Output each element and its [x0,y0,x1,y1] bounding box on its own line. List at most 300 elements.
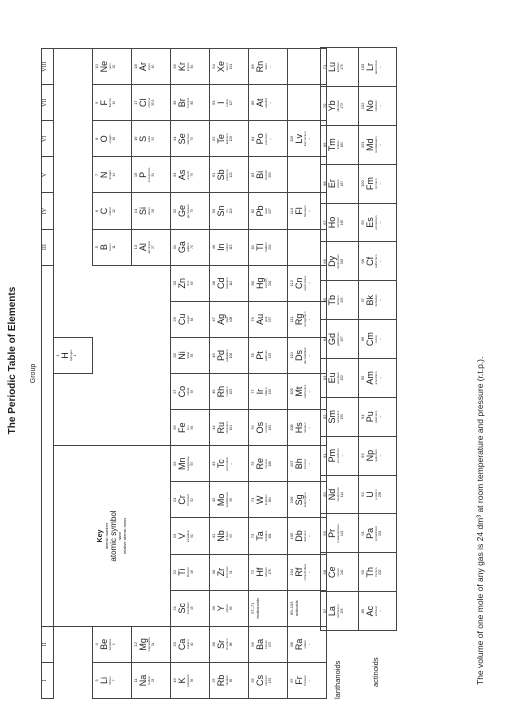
element-name: gallium [186,242,190,252]
atomic-symbol: Mg [138,638,148,651]
empty-cell [54,157,93,193]
element-Xe [210,48,249,84]
element-name: tin [225,209,229,213]
atomic-number: 91 [360,531,365,536]
empty-cell [54,374,93,410]
relative-atomic-mass: 19 [112,100,116,105]
element-name: krypton [186,61,190,72]
element-name: lithium [108,676,112,685]
element-name: mercury [264,278,268,289]
key-title: Key [97,529,104,543]
atomic-number: 99 [360,220,365,225]
element-name: boron [108,243,112,251]
atomic-number: 106 [289,496,294,504]
element-name: rutherfordium [303,563,307,581]
actinoids-label: actinoids [371,657,380,687]
atomic-symbol: Li [99,676,109,684]
atomic-symbol: Ti [177,568,187,576]
relative-atomic-mass: 141 [340,530,344,537]
atomic-number: 90 [360,569,365,575]
atomic-number: 73 [250,533,255,539]
relative-atomic-mass: 9 [112,643,116,646]
atomic-symbol: Cf [365,256,375,266]
atomic-number: 76 [250,425,255,430]
empty-cell [132,301,171,337]
empty-cell [132,410,171,446]
atomic-symbol: Lu [327,62,337,73]
relative-atomic-mass: – [378,377,382,379]
atomic-number: 88 [289,642,294,647]
atomic-symbol: Ho [327,216,337,229]
element-Os [249,410,288,446]
atomic-number: 35 [172,100,177,105]
atomic-number: 102 [360,102,365,110]
empty-cell [132,265,171,301]
relative-atomic-mass: 75 [190,173,194,177]
relative-atomic-mass: 89 [229,606,233,610]
element-H [54,337,93,373]
group-number: V [42,157,54,193]
element-name: rhenium [264,458,268,469]
element-Cu [171,301,210,337]
element-Kr [171,48,210,84]
atomic-number: 49 [211,244,216,250]
group-number: VII [42,85,54,121]
element-Dy [321,242,359,281]
element-Zr [210,554,249,590]
relative-atomic-mass: 167 [340,180,344,187]
relative-atomic-mass: 152 [340,375,344,381]
atomic-number: 9 [94,101,99,104]
element-V [171,518,210,554]
atomic-symbol: F [99,99,109,106]
element-name: seaborgium [303,492,307,508]
element-Fm [359,164,397,203]
element-name: actinium [374,605,378,617]
relative-atomic-mass: 12 [112,209,116,213]
relative-atomic-mass: 55 [190,462,194,466]
element-name: astatine [264,97,268,108]
element-Ru [210,410,249,446]
relative-atomic-mass: 65 [190,281,194,286]
element-name: bromine [186,97,190,108]
element-name: samarium [336,410,340,423]
atomic-number: 8 [94,137,99,140]
element-Sm [321,397,359,436]
atomic-symbol: S [138,135,148,142]
empty-cell [93,337,132,373]
atomic-number: 52 [211,136,216,142]
atomic-symbol: P [138,171,148,178]
atomic-symbol: Kr [177,62,187,72]
atomic-number: 85 [250,100,255,105]
relative-atomic-mass: 28 [151,209,155,213]
atomic-number: 56 [250,642,255,647]
atomic-number: 105 [289,532,294,540]
atomic-number: 78 [250,353,255,358]
element-name: barium [264,640,268,649]
atomic-number: 42 [211,497,216,503]
atomic-symbol: Pb [255,205,265,217]
atomic-symbol: Mt [294,386,304,397]
relative-atomic-mass: 14 [112,173,116,177]
relative-atomic-mass: 27 [151,245,155,249]
element-name: carbon [108,206,112,216]
atomic-number: 64 [322,336,327,342]
key-relative-atomic-mass: relative atomic mass [122,517,127,555]
relative-atomic-mass: 184 [268,497,272,503]
atomic-symbol: Te [216,134,226,144]
element-Pa [359,514,397,553]
atomic-number: 29 [172,317,177,322]
relative-atomic-mass: 11 [112,245,116,249]
atomic-number: 53 [211,100,216,105]
element-name: dysprosium [336,254,340,269]
element-name: thorium [374,567,378,577]
element-name: mendelevium [374,136,378,154]
element-name: plutonium [374,410,378,423]
relative-atomic-mass: 20 [112,64,116,69]
relative-atomic-mass: – [307,499,311,501]
relative-atomic-mass: 59 [190,389,194,394]
element-name: chromium [186,493,190,507]
element-name: flerovium [303,205,307,217]
element-In [210,229,249,265]
element-Ge [171,193,210,229]
atomic-number: 57 [322,608,327,614]
atomic-symbol: Pr [327,528,337,538]
element-Mg [132,626,171,662]
element-name: gold [264,316,268,322]
element-name: thulium [336,140,340,150]
atomic-symbol: La [327,606,337,617]
element-Bk [359,281,397,320]
atomic-number: 48 [211,281,216,286]
atomic-number: 83 [250,172,255,178]
relative-atomic-mass: – [378,66,382,68]
element-Ac [359,592,397,631]
atomic-symbol: Cs [255,674,265,686]
element-name: nickel [186,351,190,360]
relative-atomic-mass: 52 [190,498,194,502]
atomic-number: 47 [211,317,216,322]
atomic-number: 103 [360,63,365,71]
relative-atomic-mass: 64 [190,317,194,322]
atomic-symbol: Er [327,179,337,189]
atomic-symbol: O [99,135,109,143]
group-number: VI [42,121,54,157]
atomic-symbol: C [99,207,109,215]
atomic-symbol: Bi [255,170,265,179]
element-name: indium [225,243,229,252]
atomic-symbol: Pm [327,448,337,463]
atomic-number: 34 [172,136,177,142]
element-name: bismuth [264,170,268,180]
atomic-number: 18 [133,64,138,69]
atomic-number: 22 [172,569,177,575]
atomic-number: 80 [250,281,255,286]
atomic-symbol: Dy [327,255,337,267]
relative-atomic-mass: – [378,299,382,302]
element-Sb [210,157,249,193]
element-Sn [210,193,249,229]
element-name: palladium [225,349,229,362]
element-name: niobium [225,531,229,541]
element-Yb [321,86,359,125]
relative-atomic-mass: 7 [112,679,116,682]
relative-atomic-mass: 59 [190,353,194,358]
empty-cell [54,85,93,121]
atomic-symbol: Y [216,605,226,612]
element-name: tungsten [264,494,268,506]
key-atomic-symbol: atomic symbol [109,510,118,562]
element-name: nitrogen [108,169,112,180]
element-name: meitnerium [303,384,307,399]
atomic-number: 55 [250,678,255,683]
element-name: selenium [186,133,190,145]
atomic-symbol: Th [365,566,375,578]
relative-atomic-mass: 144 [340,491,344,498]
relative-atomic-mass: 24 [151,642,155,647]
atomic-symbol: As [177,169,187,181]
relative-atomic-mass: – [307,210,311,212]
atomic-symbol: Rh [216,385,226,398]
atomic-number: 33 [172,172,177,178]
element-name: technetium [225,456,229,471]
element-K [171,662,210,698]
relative-atomic-mass: – [268,101,272,104]
relative-atomic-mass: 119 [229,208,233,214]
relative-atomic-mass: 159 [340,297,344,303]
atomic-symbol: Yb [327,100,337,112]
relative-atomic-mass: 128 [229,136,233,142]
element-name: darmstadtium [303,346,307,364]
atomic-number: 5 [94,246,99,249]
atomic-symbol: Ni [177,351,187,360]
atomic-number: 58 [322,569,327,575]
relative-atomic-mass: – [378,610,382,612]
relative-atomic-mass: 127 [229,100,233,106]
atomic-symbol: Cn [294,277,304,289]
element-Tb [321,281,359,320]
atomic-symbol: Pd [216,349,226,361]
element-Se [171,121,210,157]
atomic-number: 4 [94,643,99,646]
atomic-number: 45 [211,389,216,394]
element-Fr [288,662,327,698]
element-name: curium [374,334,378,344]
atomic-symbol: Ru [216,421,226,434]
atomic-symbol: Tl [255,243,265,251]
element-name: einsteinium [374,215,378,230]
relative-atomic-mass: 35.5 [151,99,155,106]
element-N [93,157,132,193]
atomic-number: 93 [360,453,365,458]
atomic-number: 79 [250,317,255,322]
element-name: radium [303,640,307,649]
element-name: roentgenium [303,311,307,328]
element-Lu [321,48,359,87]
relative-atomic-mass: 31 [151,173,155,177]
lanthanoids-row [321,48,359,631]
atomic-number: 63 [322,375,327,381]
element-name: caesium [264,675,268,686]
relative-atomic-mass: 186 [268,461,272,467]
atomic-number: 71 [322,64,327,70]
element-name: arsenic [186,170,190,180]
atomic-symbol: In [216,243,226,251]
relative-atomic-mass: 101 [229,425,233,431]
atomic-number: 74 [250,497,255,503]
relative-atomic-mass: – [378,454,382,457]
atomic-number: 109 [289,388,294,395]
element-name: praseodymium [336,524,340,543]
element-Am [359,358,397,397]
element-Pu [359,397,397,436]
relative-atomic-mass: 181 [268,533,272,539]
relative-atomic-mass: 96 [229,498,233,502]
atomic-number: 77 [250,389,255,394]
element-Au [249,301,288,337]
element-Mn [171,446,210,482]
element-Cs [249,662,288,698]
empty-cell [54,662,93,698]
element-name: fluorine [108,98,112,108]
atomic-number: 1 [55,354,60,357]
atomic-symbol: Rn [255,60,265,73]
relative-atomic-mass: – [307,282,311,285]
atomic-symbol: Ge [177,205,187,218]
atomic-number: 59 [322,531,327,536]
element-Rb [210,662,249,698]
relative-atomic-mass: – [378,260,382,263]
element-Ti [171,554,210,590]
group-number: III [42,229,54,265]
atomic-symbol: Au [255,313,265,325]
relative-atomic-mass: 173 [340,103,344,109]
element-Re [249,446,288,482]
group-number: I [42,662,54,698]
empty-cell [54,229,93,265]
element-name: lanthanum [336,604,340,618]
element-Ta [249,518,288,554]
element-Th [359,553,397,592]
atomic-number: 17 [133,100,138,105]
element-name: protactinium [374,525,378,541]
element-Bi [249,157,288,193]
relative-atomic-mass: – [229,462,233,465]
element-Hg [249,265,288,301]
atomic-number: 82 [250,208,255,214]
element-Pm [321,436,359,475]
relative-atomic-mass: 192 [268,388,272,395]
relative-atomic-mass: – [307,426,311,429]
group-number: II [42,626,54,662]
element-O [93,121,132,157]
element-Cd [210,265,249,301]
element-Co [171,374,210,410]
empty-cell [54,301,93,337]
element-Ba [249,626,288,662]
relative-atomic-mass: 88 [229,642,233,647]
element-Ir [249,374,288,410]
atomic-number: 110 [289,352,294,359]
element-name: hafnium [264,567,268,578]
atomic-number: 38 [211,642,216,647]
atomic-symbol: Ds [294,349,304,361]
atomic-symbol: Br [177,98,187,108]
relative-atomic-mass: 175 [340,64,344,70]
element-name: argon [147,62,151,71]
element-Eu [321,358,359,397]
atomic-number: 61 [322,453,327,458]
atomic-number: 15 [133,172,138,178]
relative-atomic-mass: 80 [190,100,194,105]
atomic-symbol: K [177,677,187,684]
atomic-number: 28 [172,353,177,358]
element-No [359,86,397,125]
atomic-symbol: Ce [327,566,337,578]
element-Lr [359,48,397,87]
atomic-symbol: Rf [294,567,304,577]
atomic-number: 10 [94,64,99,69]
atomic-number: 75 [250,461,255,467]
empty-cell [93,265,132,301]
element-Cf [359,242,397,281]
element-Br [171,85,210,121]
element-Rn [249,48,288,84]
element-Nb [210,518,249,554]
atomic-number: 66 [322,259,327,264]
empty-cell [54,626,93,662]
group-heading: Group [30,363,37,384]
element-Tc [210,446,249,482]
atomic-symbol: Na [138,674,148,687]
element-Sr [210,626,249,662]
atomic-symbol: Fl [294,207,304,215]
element-As [171,157,210,193]
atomic-number: 13 [133,244,138,250]
relative-atomic-mass: 165 [340,219,344,226]
element-Ho [321,203,359,242]
element-name: cerium [336,568,340,577]
element-Na [132,662,171,698]
element-name: aluminium [147,240,151,254]
element-name: osmium [264,422,268,433]
atomic-symbol: W [255,495,265,505]
atomic-symbol: Zn [177,277,187,289]
relative-atomic-mass: 122 [229,172,233,178]
relative-atomic-mass: – [307,318,311,321]
element-name: potassium [186,674,190,687]
atomic-number: 44 [211,425,216,430]
element-U [359,475,397,514]
element-name: lead [264,208,268,214]
atomic-symbol: Be [99,638,109,650]
relative-atomic-mass: 201 [268,280,272,286]
atomic-symbol: Am [365,371,375,385]
atomic-symbol: Mo [216,493,226,507]
atomic-symbol: Eu [327,372,337,384]
atomic-symbol: Ca [177,638,187,651]
element-W [249,482,288,518]
element-name: manganese [186,456,190,472]
atomic-symbol: Fr [294,676,304,685]
empty-cell [132,337,171,373]
relative-atomic-mass: 169 [340,142,344,148]
element-name: berkelium [374,294,378,307]
atomic-symbol: Bk [365,294,375,306]
